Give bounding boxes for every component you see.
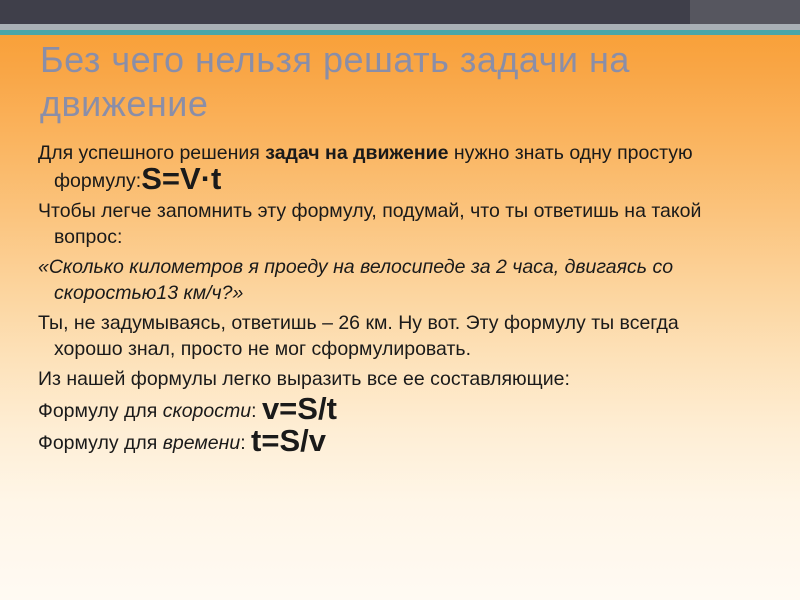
- time-word: времени: [162, 432, 241, 454]
- paragraph-question: «Сколько километров я проеду на велосипеде за 2 часа, двигаясь со скоростью13 км/ч?»: [38, 256, 674, 304]
- intro-prefix: Для успешного решения: [38, 142, 266, 164]
- intro-bold-phrase: задач на движение: [265, 142, 449, 164]
- top-decor-cap: [690, 0, 800, 24]
- formula-speed: v=S/t: [261, 391, 337, 426]
- paragraph-memorize: Чтобы легче запомнить эту формулу, подумай, что ты ответишь на такой вопрос:: [38, 200, 702, 248]
- paragraph-answer: Ты, не задумываясь, ответишь – 26 км. Ну вот. Эту формулу ты всегда хорошо знал, просто не мог сформулировать.: [38, 312, 679, 360]
- time-suffix: :: [240, 432, 252, 454]
- speed-suffix: :: [251, 400, 262, 422]
- top-decor-stripe-teal: [0, 30, 800, 35]
- time-prefix: Формулу для: [38, 432, 163, 454]
- paragraph-components: Из нашей формулы легко выразить все ее составляющие:: [38, 368, 570, 390]
- formula-time: t=S/v: [251, 423, 327, 458]
- paragraph-speed-formula: [38, 391, 738, 426]
- slide-body: [38, 140, 738, 460]
- speed-prefix: Формулу для: [38, 400, 163, 422]
- top-decor-bar: [0, 0, 800, 24]
- paragraph-time-formula: [38, 423, 738, 458]
- speed-word: скорости: [162, 400, 252, 422]
- intro-mid: нужно знать одну простую формулу:: [54, 142, 693, 192]
- formula-distance: S=V·t: [141, 161, 222, 196]
- paragraph-intro: [38, 140, 738, 194]
- slide-title: Без чего нельзя решать задачи на движение: [40, 39, 630, 124]
